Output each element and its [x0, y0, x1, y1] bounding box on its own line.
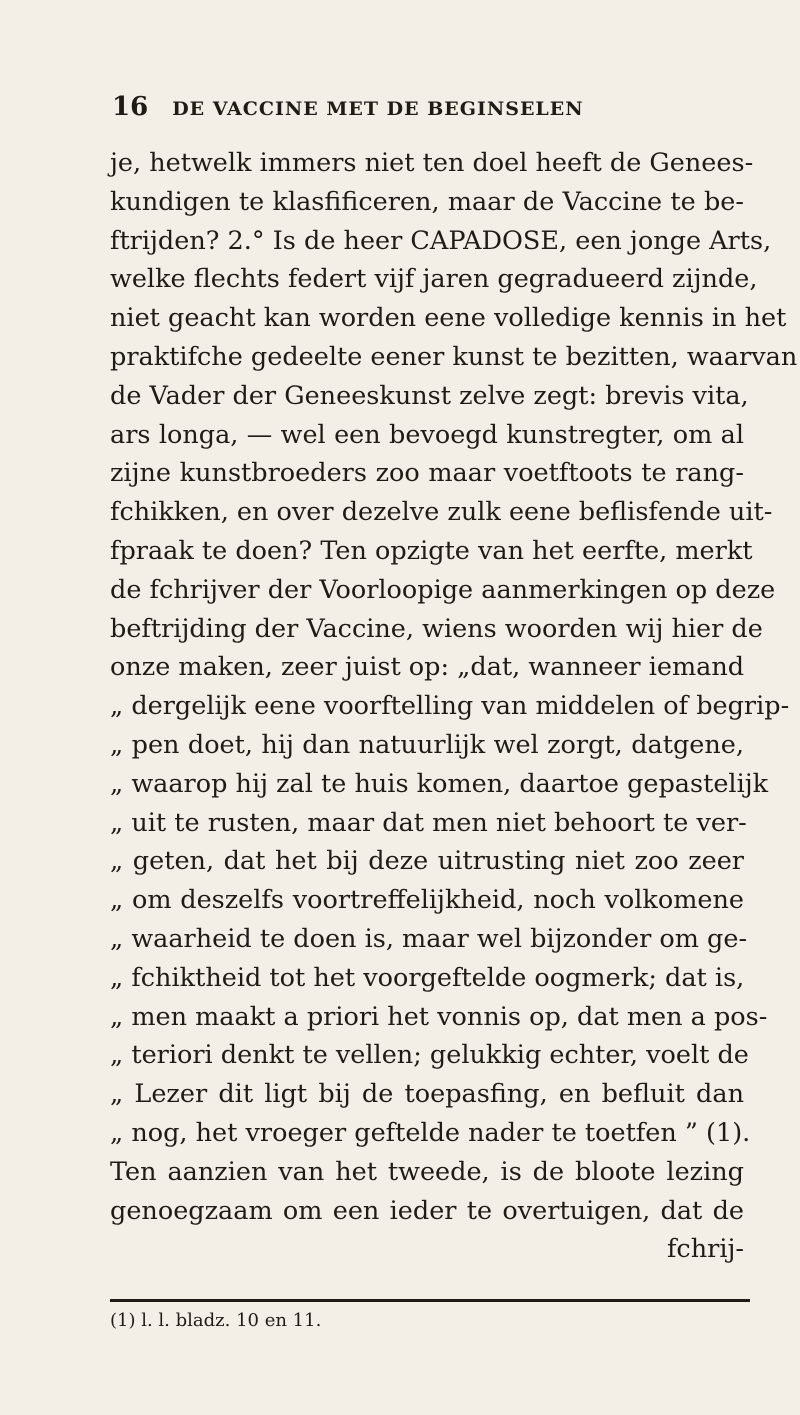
footnote: (1) l. l. bladz. 10 en 11. — [110, 1310, 322, 1332]
text-line: „ geten, dat het bij deze uitrusting niet zoo zeer — [110, 846, 744, 877]
text-line: praktifche gedeelte eener kunst te bezitten, waarvan — [110, 341, 798, 372]
text-line: zijne kunstbroeders zoo maar voetftoots te rang- — [110, 458, 744, 489]
text-line: ftrijden? 2.° Is de heer CAPADOSE, een jonge Arts, — [110, 225, 772, 256]
text-line: genoegzaam om een ieder te overtuigen, dat de — [110, 1195, 744, 1226]
text-line: „ fchiktheid tot het voorgeftelde oogmerk; dat is, — [110, 962, 745, 993]
text-line: welke flechts federt vijf jaren gegradueerd zijnde, — [110, 264, 758, 295]
text-line: „ waarheid te doen is, maar wel bijzonder om ge- — [110, 923, 748, 954]
text-line: beftrijding der Vaccine, wiens woorden wij hier de — [110, 613, 763, 644]
page-number: 16 — [112, 92, 149, 122]
text-line: „ om deszelfs voortreffelijkheid, noch volkomene — [110, 885, 744, 916]
running-head — [112, 92, 740, 122]
text-line: niet geacht kan worden eene volledige kennis in het — [110, 303, 787, 334]
text-line: „ nog, het vroeger geftelde nader te toetfen ” (1). — [110, 1117, 751, 1148]
text-line: „ men maakt a priori het vonnis op, dat men a pos- — [110, 1001, 768, 1032]
text-line: fchrij- — [666, 1234, 744, 1265]
text-line: „ Lezer dit ligt bij de toepasfing, en befluit dan — [110, 1079, 744, 1110]
running-head-title: DE VACCINE MET DE BEGINSELEN — [172, 98, 584, 120]
text-line: onze maken, zeer juist op: „dat, wanneer iemand — [110, 652, 745, 683]
text-line: fchikken, en over dezelve zulk eene beflisfende uit- — [110, 497, 773, 528]
text-line: kundigen te klasfificeren, maar de Vaccine te be- — [110, 186, 744, 217]
text-line: „ pen doet, hij dan natuurlijk wel zorgt, datgene, — [110, 729, 744, 760]
text-line: „ teriori denkt te vellen; gelukkig echter, voelt de — [110, 1040, 749, 1071]
text-line: de fchrijver der Voorloopige aanmerkingen op deze — [110, 574, 776, 605]
text-line: „ uit te rusten, maar dat men niet behoort te ver- — [110, 807, 747, 838]
text-line: fpraak te doen? Ten opzigte van het eerfte, merkt — [110, 535, 753, 566]
text-line: de Vader der Geneeskunst zelve zegt: brevis vita, — [110, 380, 749, 411]
text-line: Ten aanzien van het tweede, is de bloote lezing — [110, 1156, 744, 1187]
text-line: je, hetwelk immers niet ten doel heeft de Genees- — [110, 148, 754, 178]
footnote-rule — [110, 1299, 750, 1302]
text-line: „ waarop hij zal te huis komen, daartoe gepastelijk — [110, 768, 769, 799]
text-line: ars longa, — wel een bevoegd kunstregter, om al — [110, 419, 744, 450]
text-line: „ dergelijk eene voorftelling van middelen of begrip- — [110, 691, 790, 722]
body-text — [110, 144, 798, 1269]
